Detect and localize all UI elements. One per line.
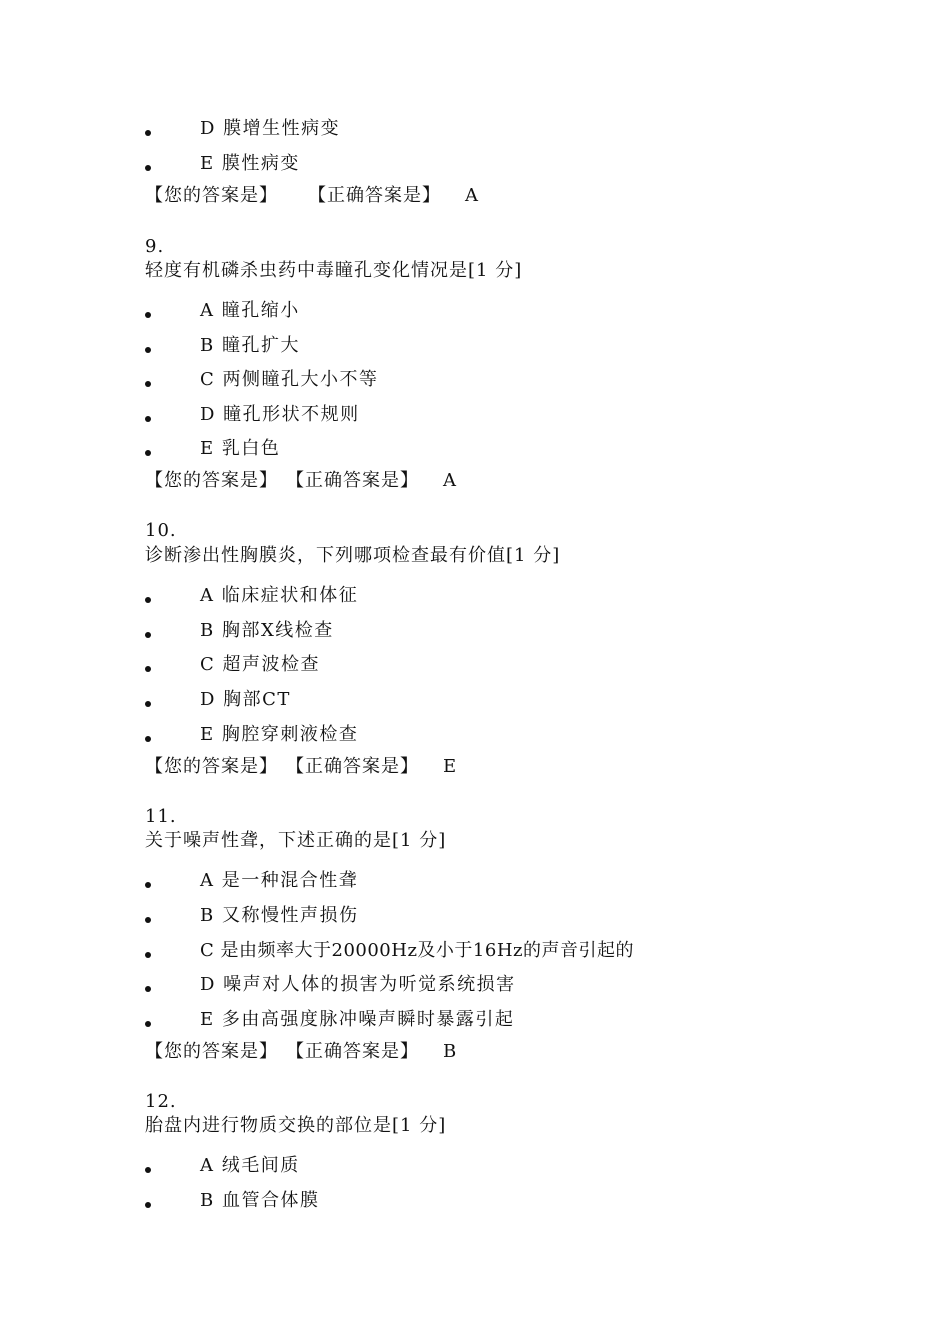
bullet-icon <box>145 632 151 638</box>
option-text: C 两侧瞳孔大小不等 <box>200 369 379 390</box>
your-answer-label: 【您的答案是】 <box>145 756 278 777</box>
bullet-icon <box>145 666 151 672</box>
question-text: 轻度有机磷杀虫药中毒瞳孔变化情况是[1 分] <box>145 260 523 281</box>
correct-answer-value: B <box>443 1041 458 1062</box>
correct-answer-label: 【正确答案是】 <box>286 756 419 777</box>
option-text: B 又称慢性声损伤 <box>200 905 359 926</box>
option-text: E 胸腔穿刺液检查 <box>200 724 359 745</box>
correct-answer-value: E <box>443 756 458 777</box>
your-answer-label: 【您的答案是】 <box>145 1041 278 1062</box>
bullet-icon <box>145 917 151 923</box>
bullet-icon <box>145 736 151 742</box>
question-text: 关于噪声性聋，下述正确的是[1 分] <box>145 830 447 851</box>
question-number: 9. <box>145 236 165 257</box>
bullet-icon <box>145 1021 151 1027</box>
bullet-icon <box>145 986 151 992</box>
bullet-icon <box>145 416 151 422</box>
option-text: C 是由频率大于20000Hz及小于16Hz的声音引起的 <box>200 940 635 961</box>
bullet-icon <box>145 381 151 387</box>
option-text: D 噪声对人体的损害为听觉系统损害 <box>200 974 516 995</box>
your-answer-label: 【您的答案是】 <box>145 185 278 206</box>
answer-line <box>145 1041 457 1063</box>
option-text: A 瞳孔缩小 <box>200 300 300 321</box>
bullet-icon <box>145 1202 151 1208</box>
option-text: D 膜增生性病变 <box>200 118 341 139</box>
bullet-icon <box>145 597 151 603</box>
question-number: 11. <box>145 806 177 827</box>
bullet-icon <box>145 1167 151 1173</box>
option-text: B 血管合体膜 <box>200 1190 320 1211</box>
option-text: E 膜性病变 <box>200 153 300 174</box>
bullet-icon <box>145 130 151 136</box>
bullet-icon <box>145 165 151 171</box>
your-answer-label: 【您的答案是】 <box>145 470 278 491</box>
correct-answer-label: 【正确答案是】 <box>286 1041 419 1062</box>
bullet-icon <box>145 450 151 456</box>
correct-answer-value: A <box>465 185 479 206</box>
option-text: B 胸部X线检查 <box>200 620 334 641</box>
option-text: A 是一种混合性聋 <box>200 870 359 891</box>
correct-answer-label: 【正确答案是】 <box>308 185 441 206</box>
option-text: A 绒毛间质 <box>200 1155 300 1176</box>
correct-answer-value: A <box>443 470 457 491</box>
answer-line <box>145 185 479 207</box>
question-text: 诊断渗出性胸膜炎，下列哪项检查最有价值[1 分] <box>145 545 561 566</box>
bullet-icon <box>145 347 151 353</box>
option-text: D 胸部CT <box>200 689 291 710</box>
bullet-icon <box>145 701 151 707</box>
option-text: D 瞳孔形状不规则 <box>200 404 360 425</box>
bullet-icon <box>145 882 151 888</box>
answer-line <box>145 756 457 778</box>
option-text: E 多由高强度脉冲噪声瞬时暴露引起 <box>200 1009 515 1030</box>
option-text: A 临床症状和体征 <box>200 585 359 606</box>
question-number: 12. <box>145 1091 177 1112</box>
option-text: B 瞳孔扩大 <box>200 335 300 356</box>
bullet-icon <box>145 952 151 958</box>
answer-line <box>145 470 457 492</box>
question-text: 胎盘内进行物质交换的部位是[1 分] <box>145 1115 447 1136</box>
option-text: C 超声波检查 <box>200 654 320 675</box>
question-number: 10. <box>145 520 177 541</box>
correct-answer-label: 【正确答案是】 <box>286 470 419 491</box>
bullet-icon <box>145 312 151 318</box>
option-text: E 乳白色 <box>200 438 281 459</box>
